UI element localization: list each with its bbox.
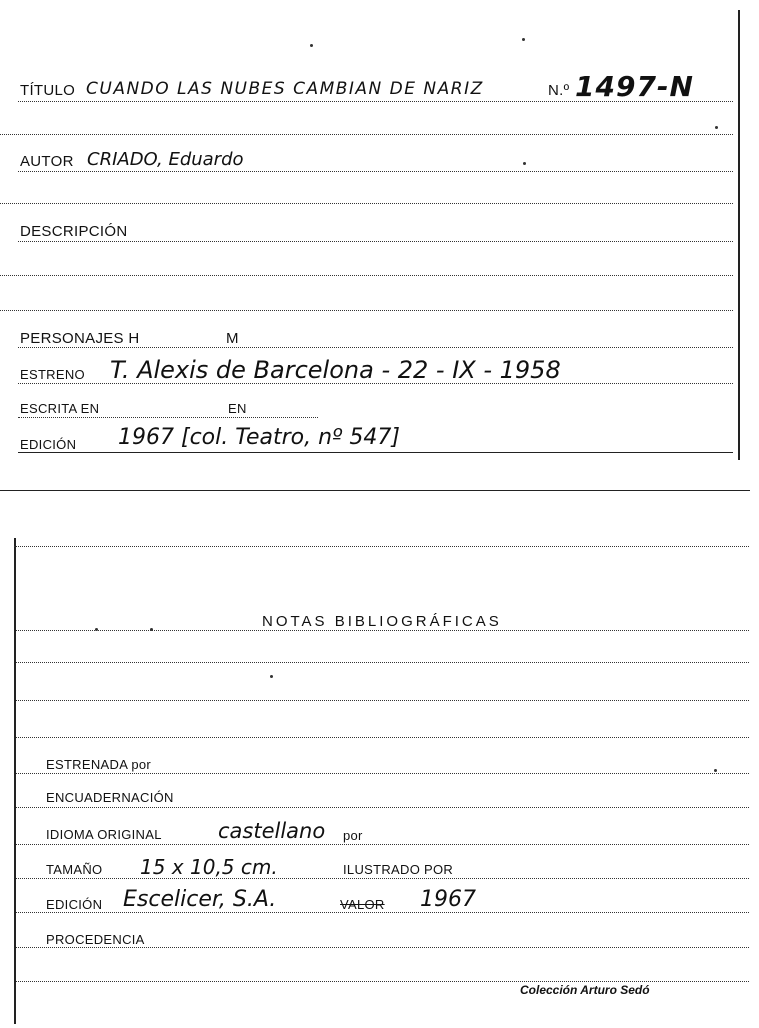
estrenada-rule — [16, 773, 749, 774]
rule-b2 — [16, 662, 749, 663]
tamano-value: 15 x 10,5 cm. — [140, 855, 278, 879]
valor-label: VALOR — [340, 897, 385, 912]
speck — [270, 675, 273, 678]
titulo-rule — [18, 101, 733, 102]
personajes-m-label: M — [226, 330, 239, 347]
escrita-rule — [18, 417, 318, 418]
estrenada-label: ESTRENADA por — [46, 757, 152, 772]
rule-7 — [0, 310, 733, 311]
idioma-por-label: por — [343, 828, 363, 843]
escrita-en-label: EN — [228, 401, 247, 416]
edicion-rule — [18, 452, 733, 453]
card-bottom-left-border — [14, 538, 16, 1024]
speck — [310, 44, 313, 47]
card-top-right-border — [738, 10, 740, 460]
speck — [715, 126, 718, 129]
procedencia-rule — [16, 947, 749, 948]
speck — [150, 628, 153, 631]
notas-title: NOTAS BIBLIOGRÁFICAS — [262, 613, 502, 630]
speck — [523, 162, 526, 165]
procedencia-label: PROCEDENCIA — [46, 932, 145, 947]
idioma-rule — [16, 844, 749, 845]
personajes-rule — [18, 347, 733, 348]
personajes-label: PERSONAJES H — [20, 330, 140, 347]
speck — [522, 38, 525, 41]
estreno-rule — [18, 383, 733, 384]
edicion-value-bottom: Escelicer, S.A. — [123, 887, 277, 912]
collection-footer: Colección Arturo Sedó — [520, 983, 650, 997]
speck — [95, 628, 98, 631]
encuadernacion-label: ENCUADERNACIÓN — [46, 790, 174, 805]
card-bottom-top-edge — [14, 546, 749, 547]
idioma-label: IDIOMA ORIGINAL — [46, 827, 162, 842]
rule-bottom-last — [16, 981, 749, 982]
catalog-card-bottom — [0, 520, 759, 1028]
autor-rule — [18, 171, 733, 172]
catalog-card-top — [0, 0, 759, 495]
edicion-label: EDICIÓN — [20, 437, 77, 452]
descripcion-label: DESCRIPCIÓN — [20, 223, 128, 240]
autor-value: CRIADO, Eduardo — [87, 149, 244, 170]
descripcion-rule — [18, 241, 733, 242]
idioma-value: castellano — [218, 819, 326, 843]
estreno-value: T. Alexis de Barcelona - 22 - IX - 1958 — [110, 356, 561, 384]
rule-4 — [0, 203, 733, 204]
edicion-value: 1967 [col. Teatro, nº 547] — [118, 425, 400, 450]
valor-value: 1967 — [420, 887, 476, 912]
tamano-label: TAMAÑO — [46, 862, 103, 877]
rule-b3 — [16, 700, 749, 701]
estreno-label: ESTRENO — [20, 367, 85, 382]
autor-label: AUTOR — [20, 153, 74, 170]
escrita-label: ESCRITA EN — [20, 401, 100, 416]
rule-b4 — [16, 737, 749, 738]
numero-label: N.º — [548, 82, 570, 99]
edicion-label-bottom: EDICIÓN — [46, 897, 103, 912]
card-top-bottom-edge — [0, 490, 750, 491]
titulo-value: CUANDO LAS NUBES CAMBIAN DE NARIZ — [86, 79, 484, 99]
notas-rule — [16, 630, 749, 631]
rule-6 — [0, 275, 733, 276]
edicion-rule-bottom — [16, 912, 749, 913]
numero-value: 1497-N — [575, 70, 694, 103]
tamano-rule — [16, 878, 749, 879]
ilustrado-label: ILUSTRADO POR — [343, 862, 454, 877]
titulo-label: TÍTULO — [20, 82, 76, 99]
rule-2 — [0, 134, 733, 135]
encuadernacion-rule — [16, 807, 749, 808]
speck — [714, 769, 717, 772]
